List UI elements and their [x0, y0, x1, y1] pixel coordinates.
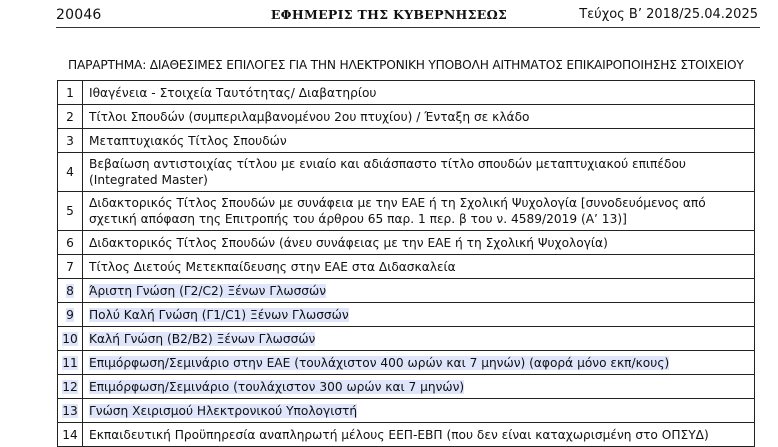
row-number-text: 8 [66, 283, 74, 298]
row-description-text: Εκπαιδευτική Προϋπηρεσία αναπληρωτή μέλους ΕΕΠ-ΕΒΠ (που δεν είναι καταχωρισμένη στο ΟΠΣΥΔ) [89, 427, 709, 442]
table-row [58, 279, 755, 303]
row-description [83, 399, 755, 423]
row-number-text: 3 [66, 133, 74, 148]
row-number [58, 105, 83, 129]
row-description [83, 327, 755, 351]
row-description-text: Επιμόρφωση/Σεμινάριο (τουλάχιστον 300 ωρών και 7 μηνών) [89, 379, 465, 394]
table-row [58, 153, 755, 192]
row-description [83, 303, 755, 327]
row-number-text: 6 [66, 235, 74, 250]
row-description [83, 255, 755, 279]
annex-title: ΠΑΡΑΡΤΗΜΑ: ΔΙΑΘΕΣΙΜΕΣ ΕΠΙΛΟΓΕΣ ΓΙΑ ΤΗΝ ΗΛΕΚΤΡΟΝΙΚΗ ΥΠΟΒΟΛΗ ΑΙΤΗΜΑΤΟΣ ΕΠΙΚΑΙΡΟΠΟΙΗΣΗΣ ΣΤΟΙΧΕΙΟΥ [68, 58, 744, 72]
row-number [58, 327, 83, 351]
options-table-body [58, 81, 755, 447]
row-description-text: Καλή Γνώση (Β2/Β2) Ξένων Γλωσσών [89, 331, 316, 346]
row-number [58, 279, 83, 303]
row-description-text: Τίτλοι Σπουδών (συμπεριλαμβανομένου 2ου πτυχίου) / Ένταξη σε κλάδο [89, 109, 530, 124]
row-description-text: Ιθαγένεια - Στοιχεία Ταυτότητας/ Διαβατηρίου [89, 85, 377, 100]
row-number [58, 153, 83, 192]
row-number [58, 351, 83, 375]
row-number [58, 129, 83, 153]
issue-reference: Τεύχος Β’ 2018/25.04.2025 [579, 7, 758, 22]
table-row [58, 231, 755, 255]
table-row [58, 327, 755, 351]
row-number-text: 9 [66, 307, 74, 322]
row-description [83, 351, 755, 375]
row-number [58, 375, 83, 399]
row-description-text: Επιμόρφωση/Σεμινάριο στην ΕΑΕ (τουλάχιστον 400 ωρών και 7 μηνών) (αφορά μόνο εκπ/κους) [89, 355, 670, 370]
row-number [58, 303, 83, 327]
row-number-text: 2 [66, 109, 74, 124]
row-number [58, 399, 83, 423]
row-description [83, 105, 755, 129]
row-number [58, 192, 83, 231]
table-row [58, 255, 755, 279]
row-description-text: Διδακτορικός Τίτλος Σπουδών με συνάφεια με την ΕΑΕ ή τη Σχολική Ψυχολογία [συνοδευόμενος από σχετική απόφαση της Επιτροπής του άρθρου 65 παρ. 1 περ. β του ν. 4589/2019 (Α’ 13)] [89, 196, 706, 226]
row-number-text: 4 [66, 165, 74, 179]
table-row [58, 192, 755, 231]
row-description [83, 375, 755, 399]
row-description [83, 81, 755, 105]
row-number [58, 231, 83, 255]
row-number [58, 255, 83, 279]
row-number-text: 5 [66, 204, 74, 218]
table-row [58, 351, 755, 375]
row-number-text: 10 [62, 331, 78, 346]
row-description-text: Τίτλος Διετούς Μετεκπαίδευσης στην ΕΑΕ στα Διδασκαλεία [89, 259, 456, 274]
row-number-text: 14 [62, 427, 78, 442]
page-number: 20046 [56, 7, 102, 23]
table-row [58, 129, 755, 153]
table-row [58, 375, 755, 399]
table-row [58, 105, 755, 129]
row-number-text: 12 [62, 379, 78, 394]
row-number-text: 7 [66, 259, 74, 274]
gazette-title: ΕΦΗΜΕΡΙΣ ΤΗΣ ΚΥΒΕΡΝΗΣΕΩΣ [270, 7, 508, 22]
options-table [57, 80, 755, 447]
row-description-text: Μεταπτυχιακός Τίτλος Σπουδών [89, 133, 287, 148]
row-description-text: Διδακτορικός Τίτλος Σπουδών (άνευ συνάφειας με την ΕΑΕ ή τη Σχολική Ψυχολογία) [89, 235, 608, 250]
table-row [58, 303, 755, 327]
table-row [58, 399, 755, 423]
row-description [83, 192, 755, 231]
row-description-text: Βεβαίωση αντιστοιχίας τίτλου με ενιαίο και αδιάσπαστο τίτλο σπουδών μεταπτυχιακού επιπέδου (Integrated Master) [89, 157, 686, 187]
row-number-text: 11 [62, 355, 78, 370]
row-description [83, 231, 755, 255]
row-description-text: Άριστη Γνώση (Γ2/C2) Ξένων Γλωσσών [89, 283, 327, 298]
header-rule [56, 27, 760, 28]
row-description-text: Γνώση Χειρισμού Ηλεκτρονικού Υπολογιστή [89, 403, 358, 418]
table-row [58, 81, 755, 105]
row-number-text: 13 [62, 403, 78, 418]
row-description [83, 153, 755, 192]
row-number-text: 1 [66, 85, 74, 100]
row-description-text: Πολύ Καλή Γνώση (Γ1/C1) Ξένων Γλωσσών [89, 307, 349, 322]
row-number [58, 81, 83, 105]
row-description [83, 279, 755, 303]
row-description [83, 129, 755, 153]
